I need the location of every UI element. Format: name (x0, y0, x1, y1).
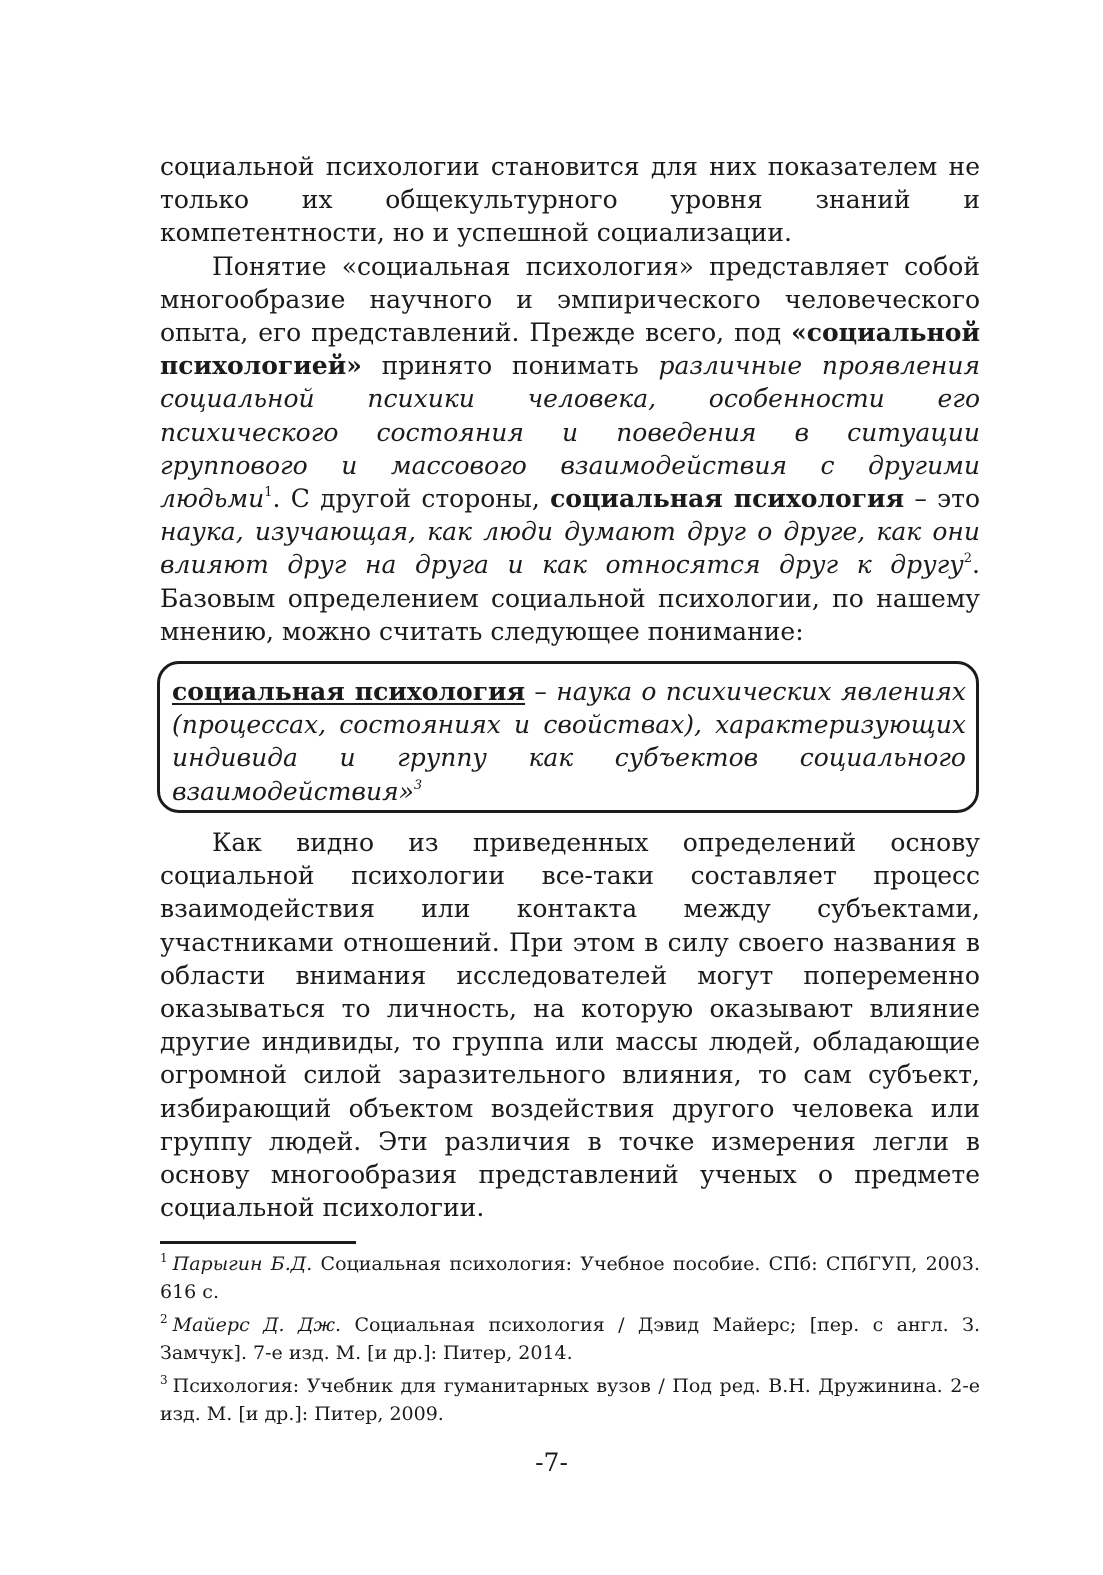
footnote-separator (160, 1241, 356, 1244)
definition-italic-1: различные проявления социальной психики человека, особенности его психического состояния и поведения в ситуации группового и массового взаимодействия с другими людьми (160, 351, 980, 514)
paragraph-2-text: – это (904, 484, 980, 514)
definition-text (172, 675, 966, 808)
paragraph-2 (160, 250, 980, 648)
footnotes (160, 1250, 980, 1433)
footnote-number: 3 (160, 1373, 168, 1387)
definition-term: социальная психология (172, 677, 526, 706)
footnote-2 (160, 1311, 980, 1367)
footnote-number: 2 (160, 1312, 168, 1326)
main-text-bottom (160, 826, 980, 1224)
paragraph-3: Как видно из приведенных определений основу социальной психологии все-таки составляет процесс взаимодействия или контакта между субъектами, участниками отношений. При этом в силу своего названия в области внимания исследователей могут попеременно оказываться то личность, на которую оказывают влияние другие индивиды, то группа или массы людей, обладающие огромной силой заразительного влияния, то сам субъект, избирающий объектом воздействия другого человека или группу людей. Эти различия в точке измерения легли в основу многообразия представлений ученых о предмете социальной психологии. (160, 828, 980, 1223)
paragraph-2-text: . Базовым определением социальной психологии, по нашему мнению, можно считать следующее понимание: (160, 550, 980, 646)
page-number: -7- (535, 1448, 568, 1477)
footnote-1 (160, 1250, 980, 1306)
footnote-text: Социальная психология / Дэвид Майерс; [пер. с англ. З. Замчук]. 7-е изд. М. [и др.]: Питер, 2014. (160, 1314, 980, 1364)
footnote-number: 1 (160, 1251, 168, 1265)
definition-box (157, 661, 979, 813)
paragraph-2-text: принято понимать (361, 351, 659, 381)
footnote-ref-2[interactable]: 2 (963, 551, 973, 567)
definition-body: наука о психических явлениях (процессах, состояниях и свойствах), характеризующих индивида и группу как субъектов социального взаимодействия» (172, 677, 966, 806)
footnote-ref-1[interactable]: 1 (264, 485, 273, 501)
definition-italic-2: наука, изучающая, как люди думают друг о друге, как они влияют друг на друга и как относятся друг к другу (160, 517, 980, 580)
footnote-author: Парыгин Б.Д. (172, 1253, 313, 1275)
footnote-text: Социальная психология: Учебное пособие. СПб: СПбГУП, 2003. 616 с. (160, 1253, 980, 1303)
definition-dash: – (525, 677, 557, 706)
footnote-ref-3[interactable]: 3 (413, 777, 423, 793)
main-text-top (160, 150, 980, 648)
paragraph-1: социальной психологии становится для них показателем не только их общекультурного уровня знаний и компетентности, но и успешной социализации. (160, 152, 980, 248)
paragraph-2-text: Понятие «социальная психология» представляет собой многообразие научного и эмпирического человеческого опыта, его представлений. Прежде всего, под (160, 251, 980, 348)
term-social-psychology-bold-2: социальная психология (550, 484, 905, 514)
footnote-author: Майерс Д. Дж. (172, 1314, 342, 1336)
footnote-3 (160, 1372, 980, 1428)
paragraph-2-text: . С другой стороны, (272, 484, 551, 514)
term-social-psychology-bold: «социальной психологией» (160, 318, 980, 381)
footnote-text: Психология: Учебник для гуманитарных вузов / Под ред. В.Н. Дружинина. 2-е изд. М. [и др.]: Питер, 2009. (160, 1375, 980, 1425)
